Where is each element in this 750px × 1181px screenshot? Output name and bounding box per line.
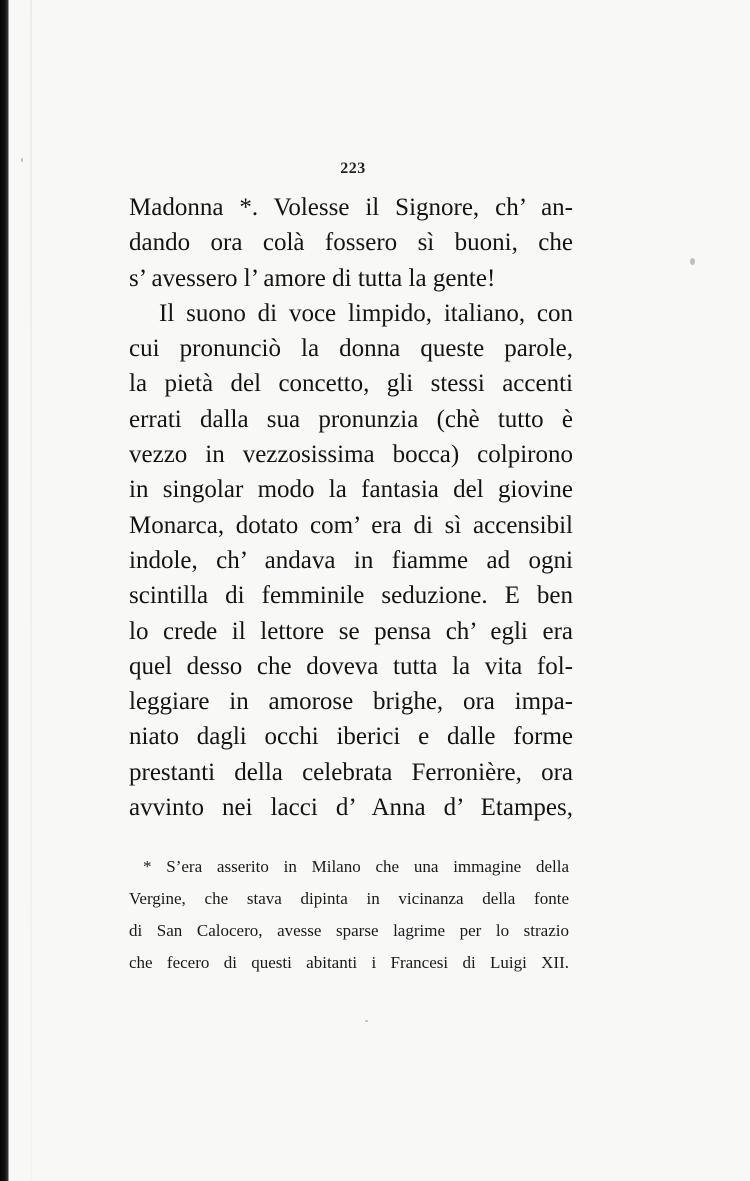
text-line: in singolar modo la fantasia del giovine [129, 476, 573, 504]
book-binding-edge [0, 0, 9, 1181]
text-line: prestanti della celebrata Ferronière, ora [129, 758, 573, 786]
text-line: niato dagli occhi iberici e dalle forme [129, 723, 573, 751]
footnote-line: Vergine, che stava dipinta in vicinanza della fonte [129, 889, 569, 908]
text-line: la pietà del concetto, gli stessi accenti [129, 370, 573, 398]
paper-speck [21, 158, 23, 162]
text-line: Il suono di voce limpido, italiano, con [159, 299, 573, 327]
main-text [129, 190, 573, 825]
text-line: avvinto nei lacci d’ Anna d’ Etampes, [129, 794, 573, 822]
text-line: quel desso che doveva tutta la vita fol- [129, 652, 573, 680]
text-line: lo crede il lettore se pensa ch’ egli era [129, 617, 573, 645]
paper-speck [690, 258, 695, 265]
text-line: leggiare in amorose brighe, ora impa- [129, 688, 573, 716]
text-line: Madonna *. Volesse il Signore, ch’ an- [129, 194, 573, 221]
text-line: dando ora colà fossero sì buoni, che [129, 229, 573, 257]
footnote-line: * S’era asserito in Milano che una immagine della [143, 857, 569, 876]
text-line: errati dalla sua pronunzia (chè tutto è [129, 405, 573, 433]
text-line: indole, ch’ andava in fiamme ad ogni [129, 546, 573, 574]
paper-speck [365, 1020, 368, 1022]
page-number: 223 [340, 160, 366, 177]
text-line: Monarca, dotato com’ era di sì accensibil [129, 511, 573, 539]
footnote-line: che fecero di questi abitanti i Francesi di Luigi XII. [129, 953, 569, 972]
text-line: cui pronunciò la donna queste parole, [129, 335, 573, 363]
footnote-line: di San Calocero, avesse sparse lagrime per lo strazio [129, 921, 569, 940]
text-line: scintilla di femminile seduzione. E ben [129, 582, 573, 610]
text-line: vezzo in vezzosissima bocca) colpirono [129, 441, 573, 469]
text-line: s’ avessero l’ amore di tutta la gente! [129, 264, 496, 292]
footnote [129, 851, 569, 979]
